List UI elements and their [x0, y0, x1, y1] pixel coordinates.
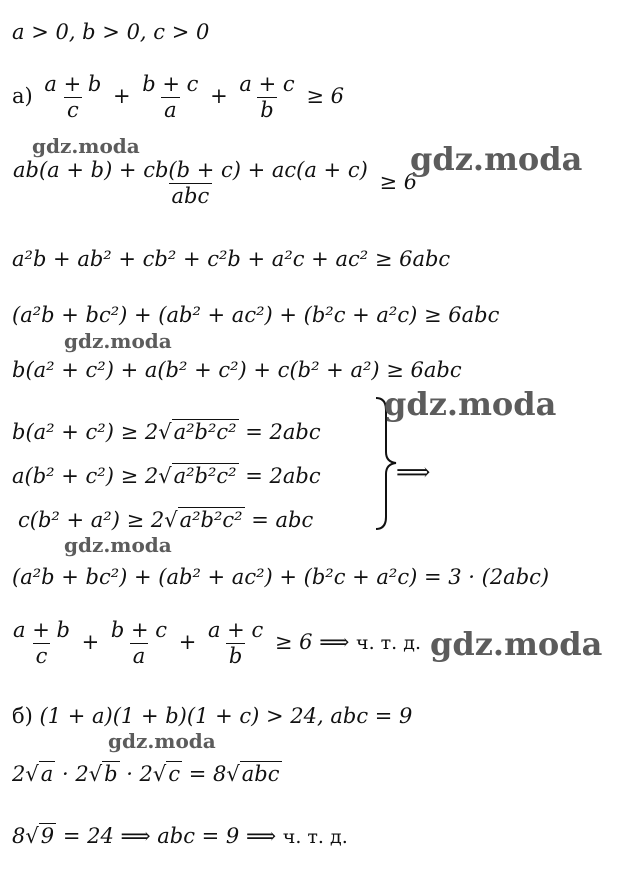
part-b-final: 8√9 = 24 ⟹ abc = 9 ⟹ ч. т. д.: [12, 824, 348, 848]
sum-equality: (a²b + bc²) + (ab² + ac²) + (b²c + a²c) = 3 · (2abc): [12, 565, 550, 589]
watermark: gdz.moda: [64, 329, 172, 353]
watermark: gdz.moda: [108, 729, 216, 753]
qed-text: ч. т. д.: [356, 632, 421, 654]
fraction: $\frac{ab(a + b) + cb(b + c) + ac(a + c)}{\text{abc}}$: [13, 158, 368, 208]
part-a-inequality: а) $\frac{a + b}{c}$ + $\frac{b + c}{a}$ + $\frac{a + c}{b}$ ≥ 6: [12, 72, 344, 122]
watermark: gdz.moda: [384, 385, 557, 423]
fraction: $\frac{a + c}{b}$: [207, 618, 264, 668]
part-b-label: б): [12, 704, 33, 728]
part-a-conclusion: $\frac{a + b}{c}$ + $\frac{b + c}{a}$ + $\frac{a + c}{b}$ ≥ 6 ⟹ ч. т. д.: [8, 620, 421, 667]
sqrt: √b: [88, 762, 118, 786]
part-b-sqrt-product: 2√a · 2√b · 2√c = 8√abc: [12, 762, 280, 786]
sqrt: √a²b²c²: [164, 508, 243, 532]
fraction: $\frac{b + c}{a}$: [110, 618, 168, 668]
watermark: gdz.moda: [64, 533, 172, 557]
fraction: $\frac{a + c}{b}$: [239, 72, 295, 122]
factored-inequality: b(a² + c²) + a(b² + c²) + c(b² + a²) ≥ 6abc: [12, 358, 462, 382]
sqrt: √a²b²c²: [158, 420, 237, 444]
given-conditions: a > 0, b > 0, c > 0: [12, 20, 210, 44]
qed-text: ч. т. д.: [282, 826, 348, 848]
fraction: $\frac{b + c}{a}$: [142, 72, 199, 122]
part-a-label: а): [12, 84, 33, 108]
sqrt: √a: [25, 762, 54, 786]
combined-fraction: $\frac{ab(a + b) + cb(b + c) + ac(a + c)}{\text{abc}}$ ≥ 6: [8, 160, 417, 207]
fraction: $\frac{a + b}{c}$: [44, 72, 102, 122]
amgm-line-1: b(a² + c²) ≥ 2√a²b²c² = 2abc: [12, 420, 321, 444]
watermark: gdz.moda: [410, 140, 583, 178]
implies-arrow: ⟹: [396, 458, 431, 486]
watermark: gdz.moda: [32, 134, 140, 158]
fraction: $\frac{a + b}{c}$: [13, 618, 70, 668]
amgm-line-2: a(b² + c²) ≥ 2√a²b²c² = 2abc: [12, 464, 321, 488]
part-b-inequality: б) (1 + a)(1 + b)(1 + c) > 24, abc = 9: [12, 704, 413, 728]
watermark: gdz.moda: [430, 625, 603, 663]
grouped-inequality: (a²b + bc²) + (ab² + ac²) + (b²c + a²c) ≥ 6abc: [12, 303, 500, 327]
sqrt: √abc: [226, 762, 280, 786]
sqrt: √c: [152, 762, 181, 786]
expanded-inequality: a²b + ab² + cb² + c²b + a²c + ac² ≥ 6abc: [12, 247, 451, 271]
amgm-line-3: c(b² + a²) ≥ 2√a²b²c² = abc: [18, 508, 314, 532]
sqrt: √a²b²c²: [158, 464, 237, 488]
sqrt: √9: [25, 824, 55, 848]
